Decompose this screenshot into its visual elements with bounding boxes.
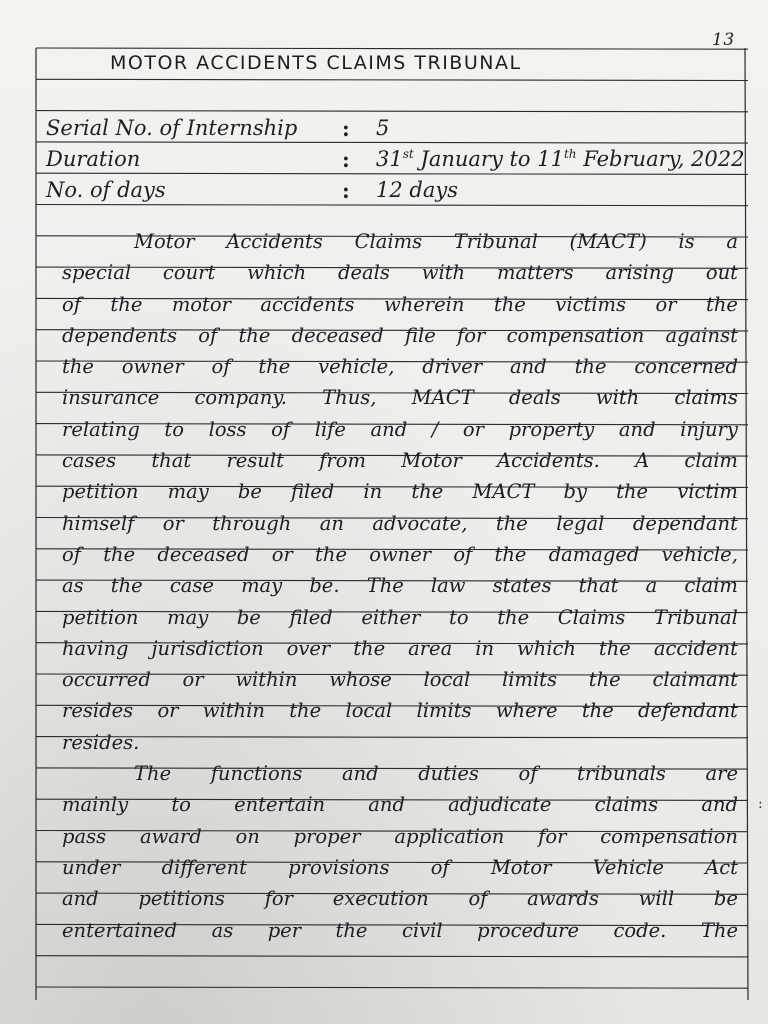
body-line	[62, 351, 738, 382]
body-line	[62, 664, 738, 695]
page-title: MOTOR ACCIDENTS CLAIMS TRIBUNAL	[110, 52, 522, 74]
body-line	[62, 695, 738, 726]
detail-value	[376, 147, 745, 171]
body-line-text: of the motor accidents wherein the victims or the	[62, 292, 738, 316]
detail-row-duration	[46, 147, 745, 179]
detail-value: 5	[376, 116, 390, 140]
rule-line	[36, 111, 748, 112]
rule-line	[36, 987, 748, 988]
body-line-text: resides or within the local limits where the defendant	[62, 699, 738, 723]
body-line-text: the owner of the vehicle, driver and the concerned	[62, 355, 738, 379]
body-line-text: mainly to entertain and adjudicate claims and	[62, 793, 738, 817]
page-number: 13	[712, 30, 735, 50]
detail-row-days	[46, 178, 736, 210]
rule-line	[36, 48, 748, 49]
body-line	[62, 539, 738, 570]
body-line	[62, 476, 738, 507]
body-line-text: petition may be filed in the MACT by the victim	[62, 480, 738, 504]
rule-line	[36, 79, 748, 80]
detail-colon: :	[342, 116, 350, 141]
detail-colon: :	[342, 178, 350, 203]
body-line-text: pass award on proper application for compensation	[62, 824, 738, 848]
body-line	[62, 633, 738, 664]
duration-end: February, 2022	[576, 147, 745, 171]
body-line-text: himself or through an advocate, the legal dependant	[62, 511, 738, 535]
body-line	[62, 289, 738, 320]
handwritten-body-text	[62, 226, 738, 982]
body-line	[62, 602, 738, 633]
body-line-text: and petitions for execution of awards will be	[62, 887, 738, 911]
detail-label: Duration	[46, 147, 141, 171]
body-line	[62, 226, 738, 257]
right-margin-line	[745, 48, 748, 1000]
body-line-text: petition may be filed either to the Claims Tribunal	[62, 605, 738, 629]
detail-colon: :	[342, 147, 350, 172]
body-line	[62, 382, 738, 413]
body-line-text: dependents of the deceased file for compensation against	[62, 323, 738, 347]
body-line-text: The functions and duties of tribunals are	[134, 762, 738, 786]
body-line-text: insurance company. Thus, MACT deals with claims	[62, 386, 738, 410]
body-line	[62, 821, 738, 852]
body-line	[62, 758, 738, 789]
body-line-text: under different provisions of Motor Vehicle Act	[62, 855, 738, 879]
margin-mark: :	[758, 796, 763, 812]
detail-label: Serial No. of Internship	[46, 116, 298, 140]
body-line-text: cases that result from Motor Accidents. A claim	[62, 449, 738, 473]
detail-label: No. of days	[46, 178, 166, 202]
body-line-text: as the case may be. The law states that a claim	[62, 574, 738, 598]
duration-start-day: 31	[376, 147, 403, 171]
body-line-text: having jurisdiction over the area in which the accident	[62, 636, 738, 660]
detail-value: 12 days	[376, 178, 459, 202]
body-line	[62, 320, 738, 351]
body-line	[62, 727, 738, 758]
body-line-text: special court which deals with matters arising out	[62, 261, 738, 285]
body-line-text: entertained as per the civil procedure code. The	[62, 918, 738, 942]
body-line	[62, 570, 738, 601]
body-line-text: relating to loss of life and / or property and injury	[62, 417, 738, 441]
body-line	[62, 257, 738, 288]
duration-middle: January to 11	[413, 147, 564, 171]
duration-start-suffix: st	[402, 147, 414, 161]
body-line	[62, 414, 738, 445]
body-line	[62, 883, 738, 914]
body-line	[62, 508, 738, 539]
body-line-text: occurred or within whose local limits the claimant	[62, 668, 738, 692]
body-line-text: resides.	[62, 730, 140, 754]
detail-row-serial	[46, 116, 736, 148]
body-line	[62, 445, 738, 476]
body-line	[62, 852, 738, 883]
body-line	[62, 915, 738, 946]
body-line-text: of the deceased or the owner of the damaged vehicle,	[62, 542, 738, 566]
duration-end-suffix: th	[563, 147, 577, 161]
body-line	[62, 789, 738, 820]
body-line-text: Motor Accidents Claims Tribunal (MACT) is a	[134, 230, 738, 253]
